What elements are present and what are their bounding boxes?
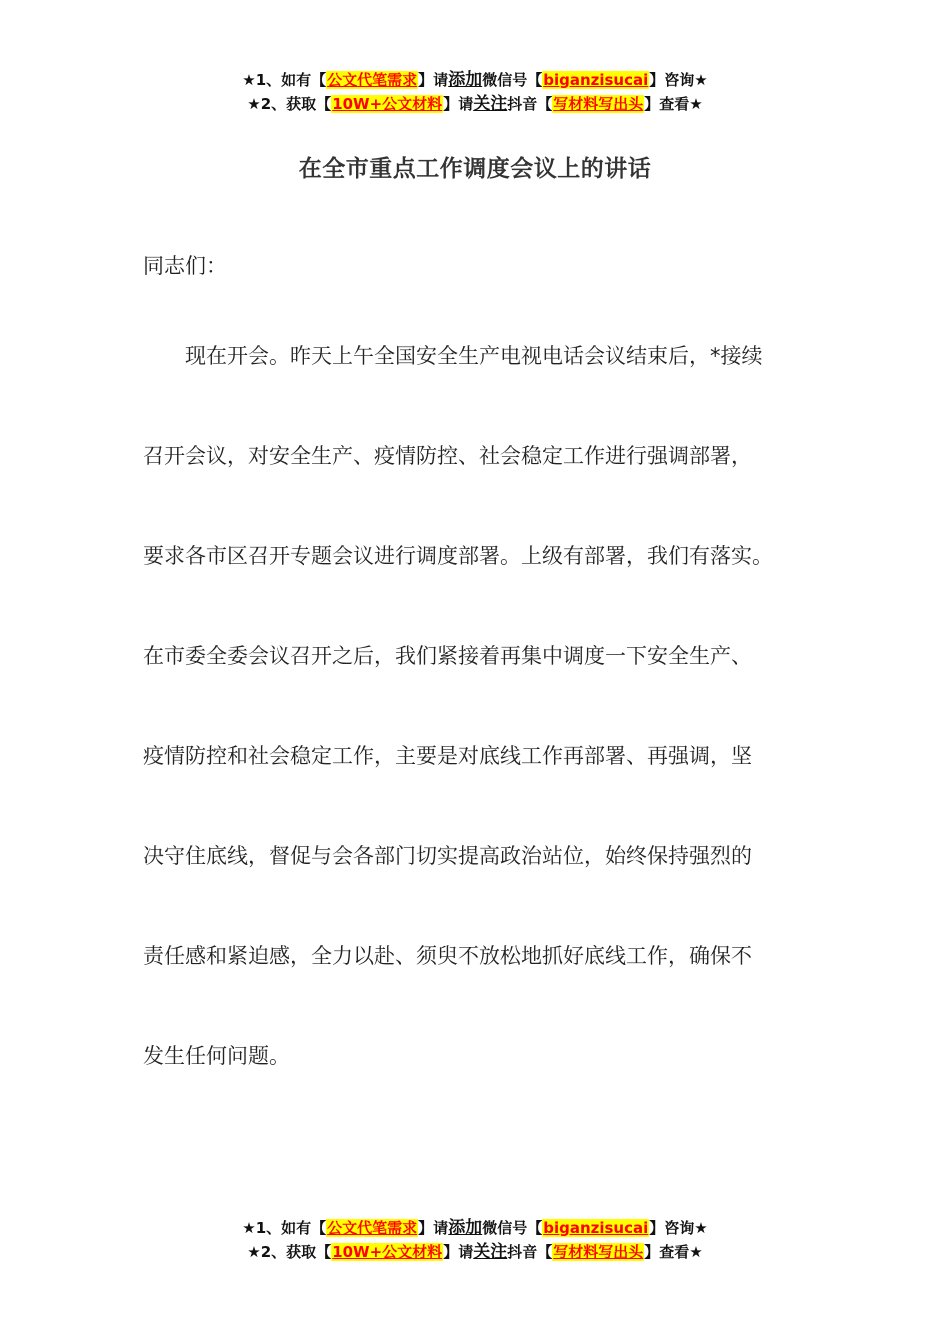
banner-text: ★2、获取【 (247, 95, 332, 113)
banner-text: 抖音【 (507, 95, 553, 113)
paragraph-line: 现在开会。昨天上午全国安全生产电视电话会议结束后，*接续 (143, 344, 763, 368)
banner-highlight-service: 公文代笔需求 (327, 1219, 418, 1237)
banner-highlight-wechat-id: biganzisucai (543, 1219, 649, 1237)
banner-text: 微信号【 (482, 1219, 543, 1237)
banner-emphasis: 关注 (473, 1242, 508, 1262)
banner-text: 】咨询★ (649, 71, 708, 89)
paragraph-line: 发生任何问题。 (143, 1044, 290, 1068)
document-title: 在全市重点工作调度会议上的讲话 (298, 156, 652, 182)
banner-line-1 (0, 68, 950, 92)
banner-text: 】查看★ (644, 1243, 703, 1261)
banner-highlight-service: 公文代笔需求 (327, 71, 418, 89)
banner-text: 】请 (443, 1243, 474, 1261)
banner-line-2 (0, 92, 950, 116)
banner-text: ★2、获取【 (247, 1243, 332, 1261)
banner-highlight-wechat-id: biganzisucai (543, 71, 649, 89)
banner-text: 】请 (418, 71, 449, 89)
banner-line-1 (0, 1216, 950, 1240)
top-banner (0, 68, 950, 116)
banner-highlight-materials: 10W+公文材料 (332, 1243, 443, 1261)
banner-highlight-materials: 10W+公文材料 (332, 95, 443, 113)
paragraph-line: 疫情防控和社会稳定工作，主要是对底线工作再部署、再强调，坚 (143, 744, 752, 768)
banner-text: 】请 (418, 1219, 449, 1237)
paragraph-line: 在市委全委会议召开之后，我们紧接着再集中调度一下安全生产、 (143, 644, 752, 668)
paragraph-line: 决守住底线，督促与会各部门切实提高政治站位，始终保持强烈的 (143, 844, 752, 868)
banner-line-2 (0, 1240, 950, 1264)
banner-text: 抖音【 (507, 1243, 553, 1261)
greeting: 同志们： (143, 254, 227, 278)
banner-emphasis: 添加 (448, 1218, 483, 1238)
paragraph-line: 责任感和紧迫感，全力以赴、须臾不放松地抓好底线工作，确保不 (143, 944, 752, 968)
banner-emphasis: 添加 (448, 70, 483, 90)
banner-emphasis: 关注 (473, 94, 508, 114)
banner-text: 微信号【 (482, 71, 543, 89)
paragraph-line: 要求各市区召开专题会议进行调度部署。上级有部署，我们有落实。 (143, 544, 773, 568)
bottom-banner (0, 1216, 950, 1264)
banner-text: ★1、如有【 (242, 71, 327, 89)
banner-text: 】查看★ (644, 95, 703, 113)
banner-text: ★1、如有【 (242, 1219, 327, 1237)
banner-text: 】请 (443, 95, 474, 113)
banner-highlight-douyin: 写材料写出头 (553, 1243, 644, 1261)
paragraph-line: 召开会议，对安全生产、疫情防控、社会稳定工作进行强调部署， (143, 444, 752, 468)
banner-highlight-douyin: 写材料写出头 (553, 95, 644, 113)
banner-text: 】咨询★ (649, 1219, 708, 1237)
